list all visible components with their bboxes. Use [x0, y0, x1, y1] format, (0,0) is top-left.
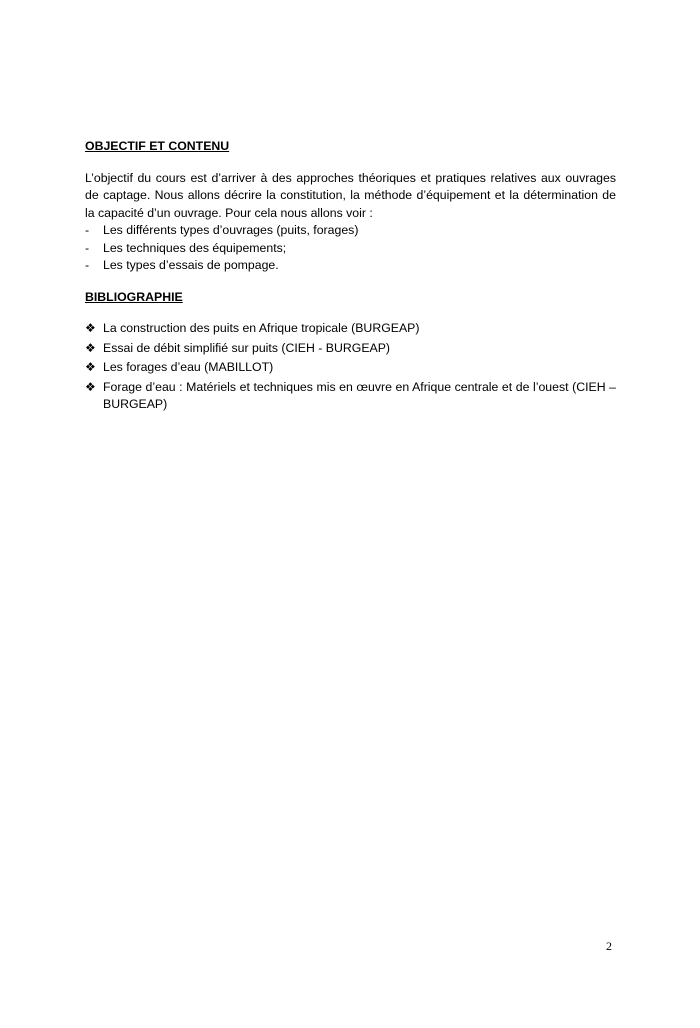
bibliographie-list: [85, 320, 616, 414]
page-number: 2: [606, 939, 612, 953]
list-item: [85, 240, 616, 258]
list-item: [85, 359, 616, 377]
dash-marker: -: [85, 240, 90, 255]
diamond-bullet-icon: ❖: [85, 360, 96, 374]
list-item-text: Essai de débit simplifié sur puits (CIEH - BURGEAP): [103, 340, 391, 355]
diamond-bullet-icon: ❖: [85, 379, 96, 394]
list-item-text: Les types d’essais de pompage.: [103, 258, 279, 272]
diamond-bullet-icon: ❖: [85, 321, 96, 335]
section-heading-bibliographie: BIBLIOGRAPHIE: [85, 289, 183, 304]
list-item-text: Les techniques des équipements;: [103, 240, 287, 255]
section-bibliographie: [85, 289, 616, 414]
section-heading-objectif: OBJECTIF ET CONTENU: [85, 139, 230, 153]
list-item: [85, 320, 616, 338]
objectif-paragraph: L’objectif du cours est d’arriver à des approches théoriques et pratiques relatives aux ouvrages de captage. Nous allons décrire la constitution, la méthode d’équipement et la détermination de la capacité d’un ouvrage. Pour cela nous allons voir :: [85, 170, 616, 220]
list-item-text: Forage d’eau : Matériels et techniques mis en œuvre en Afrique centrale et de l’ouest (CIEH – BURGEAP): [103, 379, 616, 411]
list-item: [85, 257, 616, 275]
dash-marker: -: [85, 258, 90, 272]
list-item: [85, 222, 616, 240]
list-item-text: Les forages d’eau (MABILLOT): [103, 360, 274, 374]
section-objectif: [85, 138, 616, 275]
dash-marker: -: [85, 223, 90, 237]
objectif-list: [85, 222, 616, 275]
list-item: [85, 340, 616, 358]
page-content: [85, 138, 616, 416]
list-item-text: Les différents types d’ouvrages (puits, forages): [103, 223, 359, 237]
diamond-bullet-icon: ❖: [85, 340, 96, 355]
list-item: [85, 379, 616, 414]
list-item-text: La construction des puits en Afrique tropicale (BURGEAP): [103, 321, 420, 335]
